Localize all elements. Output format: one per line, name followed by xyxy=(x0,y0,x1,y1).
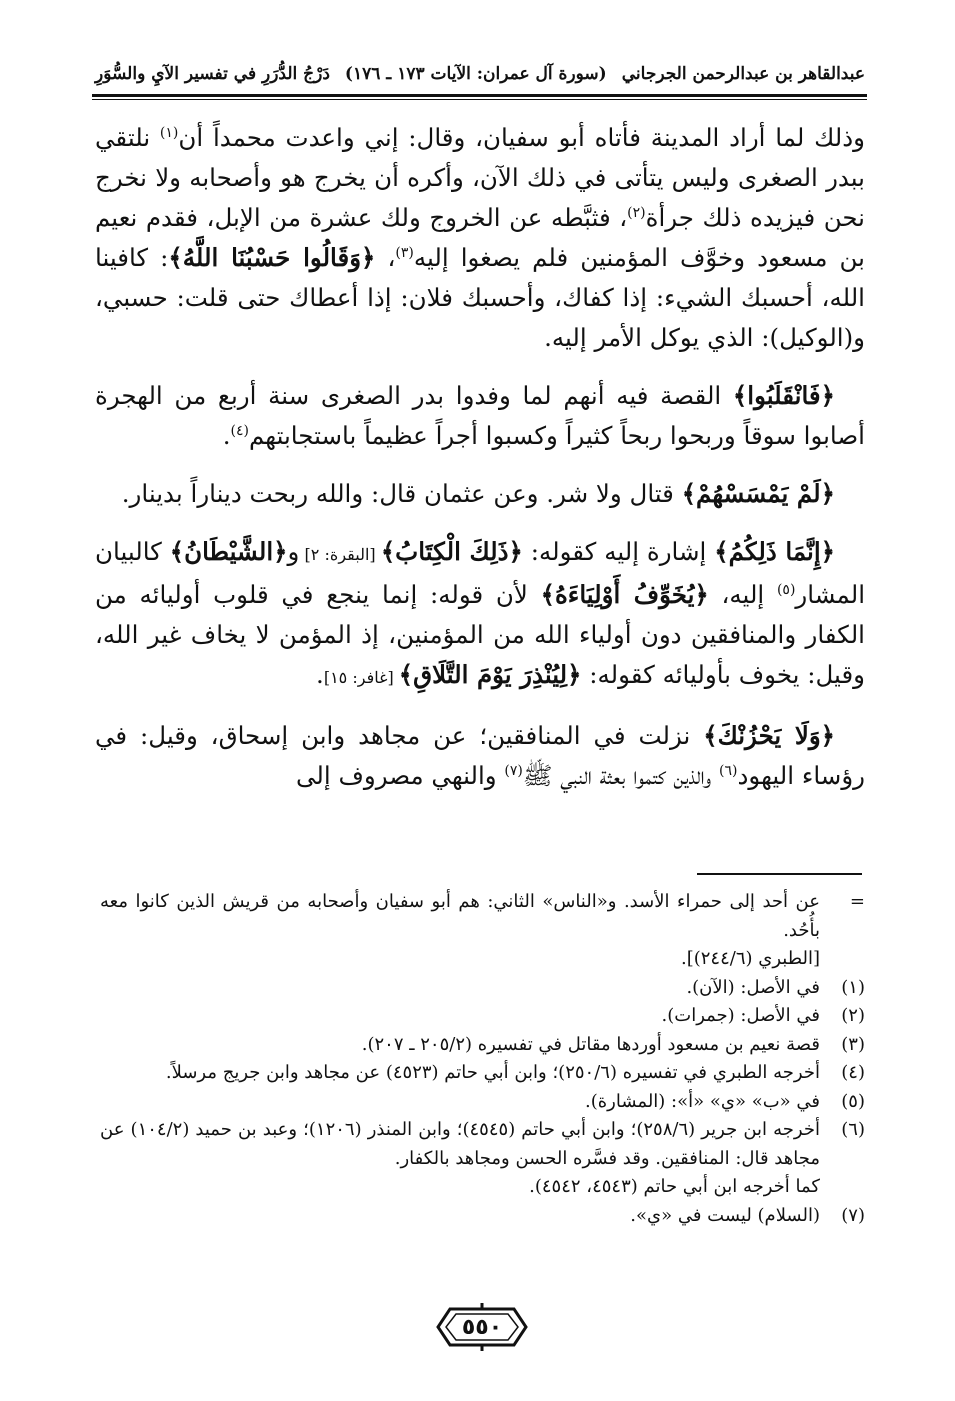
footnote-item xyxy=(100,888,865,945)
verse-reference: [غافر: ١٥] xyxy=(323,668,399,687)
quran-quote: ﴿ذَلِكَ الْكِتَابُ﴾ xyxy=(380,537,523,566)
footnote-item xyxy=(100,1202,865,1231)
text-run: إليه، xyxy=(708,580,777,609)
footnote-ref: (٤) xyxy=(230,422,249,439)
footnote-number: (٦) xyxy=(841,1119,865,1140)
footnote-separator xyxy=(697,873,862,875)
text-run: لأن قوله: إنما ينجع في قلوب أوليائه من الكفار والمنافقين دون أولياء الله من المؤمنين، إذ المؤمن لا يخاف غير الله، وقيل: يخوف بأوليائه كقوله: xyxy=(95,580,865,689)
footnote-item xyxy=(100,1059,865,1088)
text-run: قتال ولا شر. وعن عثمان قال: والله ربحت ديناراً بدينار. xyxy=(121,479,682,508)
text-run: نزلت في المنافقين؛ عن مجاهد وابن إسحاق، وقيل: في رؤساء اليهود xyxy=(95,721,865,790)
text-run: القصة فيه أنهم لما وفدوا بدر الصغرى سنة أربع من الهجرة أصابوا سوقاً وربحوا ربحاً كثيراً وكسبوا أجراً عظيماً باستجابتهم xyxy=(95,381,865,450)
text-run: إشارة إليه كقوله: xyxy=(522,537,715,566)
text-run: . xyxy=(316,660,324,689)
footnote-number: (٥) xyxy=(841,1090,865,1112)
footnote-number: (١) xyxy=(841,976,865,998)
footnote-text: أخرجه ابن جرير (٢٥٨/٦)؛ وابن أبي حاتم (٤٥٤٥)؛ وابن المنذر (١٢٠٦)؛ وعبد بن حميد (١٠٤/٢) عن مجاهد قال: المنافقين. وقد فسَّره الحسن ومجاهد بالكفار. xyxy=(100,1119,820,1169)
quran-quote: ﴿الشَّيْطَانُ﴾ xyxy=(169,537,288,566)
text-run: نلتقي ببدر الصغرى وليس يتأتى في ذلك الآن، وأكره أن يخرج هو وأصحابه ولا نخرج نحن فيزيده ذلك جرأة xyxy=(95,123,865,232)
footnote-number xyxy=(820,1173,865,1202)
header-section: (سورة آل عمران: الآيات ١٧٣ ـ ١٧٦) xyxy=(344,64,607,84)
footnotes xyxy=(100,888,865,1230)
footnote-number: (٧) xyxy=(841,1204,865,1226)
quran-quote: ﴿فَانْقَلَبُوا﴾ xyxy=(732,381,835,410)
text-run: ، xyxy=(375,243,396,272)
footnote-text: كما أخرجه ابن أبي حاتم (٤٥٤٣، ٤٥٤٢). xyxy=(529,1176,820,1197)
footnote-item xyxy=(100,1031,865,1060)
paragraph-4 xyxy=(95,532,865,698)
footnote-ref: (٧) xyxy=(504,762,523,779)
footnote-text: [الطبري (٢٤٤/٦)]. xyxy=(680,948,820,969)
header-book-title: دَرْجُ الدُّرَرِ في تفسير الآيِ والسُّوَرِ xyxy=(95,64,330,84)
page-number: ٥٥٠ xyxy=(461,1314,503,1340)
footnote-number: (٤) xyxy=(841,1062,865,1083)
main-text xyxy=(95,118,865,814)
text-run: و xyxy=(287,537,300,566)
text-run: وذلك لما أراد المدينة فأتاه أبو سفيان، وقال: إني واعدت محمداً أن xyxy=(178,123,865,152)
paragraph-2 xyxy=(95,376,865,456)
footnote-text: أخرجه الطبري في تفسيره (٢٥٠/٦)؛ وابن أبي حاتم (٤٥٢٣) عن مجاهد وابن جريج مرسلاً. xyxy=(165,1062,820,1083)
paragraph-5 xyxy=(95,716,865,796)
footnote-number: (٣) xyxy=(841,1033,865,1055)
text-run: كالبيان المشار xyxy=(95,537,865,609)
quran-quote: ﴿إِنَّمَا ذَلِكُمُ﴾ xyxy=(714,537,836,566)
quran-quote: ﴿وَقَالُوا حَسْبُنَا اللَّهُ﴾ xyxy=(168,243,376,272)
footnote-number xyxy=(820,945,865,974)
footnote-item xyxy=(100,1002,865,1031)
footnote-item xyxy=(100,1116,865,1173)
footnote-number: (٢) xyxy=(841,1005,865,1026)
verse-reference: [البقرة: ٢] xyxy=(299,545,381,564)
footnote-item xyxy=(100,945,865,974)
footnote-item xyxy=(100,1088,865,1117)
page-number-ornament xyxy=(436,1303,528,1351)
footnote-ref: (٦) xyxy=(719,762,738,779)
text-run: والنهي مصروف إلى xyxy=(296,761,505,790)
footnote-text: في الأصل: (جمرات). xyxy=(661,1005,820,1026)
quran-quote: ﴿لَمْ يَمْسَسْهُمْ﴾ xyxy=(681,479,835,508)
text-run: ، فثبَّطه عن الخروج ولك عشرة من الإبل، فقدم نعيم بن مسعود وخوَّف المؤمنين فلم يصغوا إليه xyxy=(95,203,865,272)
footnote-text: عن أحد إلى حمراء الأسد. و«الناس» الثاني: هم أبو سفيان وأصحابه من قريش الذين كانوا معه بأُحُد. xyxy=(100,891,820,941)
header-rule-thin xyxy=(92,99,867,100)
footnote-item xyxy=(100,974,865,1003)
quran-quote: ﴿وَلَا يَحْزُنْكَ﴾ xyxy=(703,721,836,750)
footnote-ref: (٣) xyxy=(395,244,414,261)
paragraph-3 xyxy=(95,474,865,514)
text-run: والذين كتموا بعثة النبي ﷺ xyxy=(522,761,720,790)
footnote-text: قصة نعيم بن مسعود أوردها مقاتل في تفسيره (٢٠٥/٢ ـ ٢٠٧). xyxy=(361,1033,820,1055)
footnote-text: في «ب» «ي» «أ»: (المشارة). xyxy=(585,1090,820,1112)
footnote-text: في الأصل: (الآن). xyxy=(686,976,820,998)
footnote-ref: (١) xyxy=(159,124,179,141)
footnote-item xyxy=(100,1173,865,1202)
header-author: عبدالقاهر بن عبدالرحمن الجرجاني xyxy=(621,64,865,84)
running-header xyxy=(95,58,865,90)
paragraph-1 xyxy=(95,118,865,358)
quran-quote: ﴿لِيُنْذِرَ يَوْمَ التَّلَاقِ﴾ xyxy=(398,660,582,689)
text-run: : كافينا الله، أحسبك الشيء: إذا كفاك، وأحسبك فلان: إذا أعطاك حتى قلت: حسبي، و(الوكيل): الذي يوكل الأمر إليه. xyxy=(95,243,865,352)
footnote-number: = xyxy=(849,891,865,912)
footnote-ref: (٢) xyxy=(627,204,646,221)
quran-quote: ﴿يُخَوِّفُ أَوْلِيَاءَهُ﴾ xyxy=(540,580,709,609)
footnote-text: (السلام) ليست في «ي». xyxy=(630,1204,820,1226)
header-rule-thick xyxy=(92,94,867,97)
footnote-ref: (٥) xyxy=(776,581,796,598)
text-run: . xyxy=(222,421,231,450)
